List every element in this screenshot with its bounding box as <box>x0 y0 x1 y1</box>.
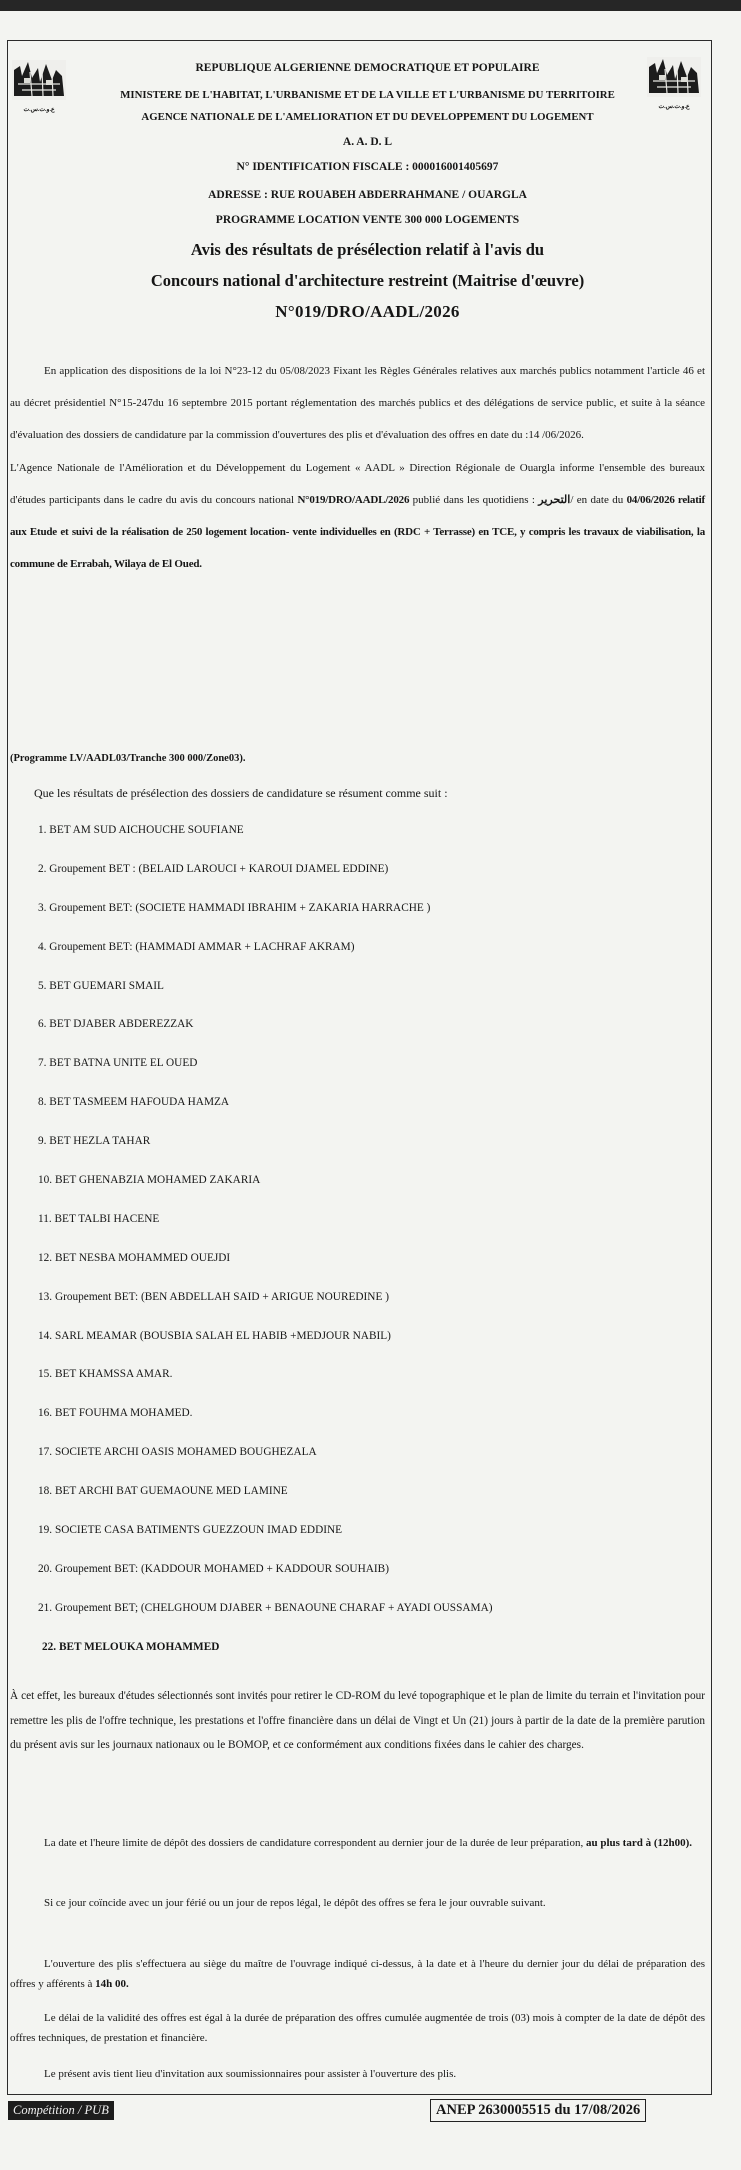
announcement-text-a: L'Agence Nationale de l'Amélioration et du Développement du Logement « AADL » Direction Régionale de Ouargla informe l'ensemble des bureaux d'études participants dans le cadre du avis du concours national <box>10 461 705 506</box>
intro-paragraph <box>10 355 705 580</box>
project-description: relatif aux Etude et suivi de la réalisation de 250 logement location- vente individuelles en (RDC + Terrasse) en TCE, y compris les travaux de viabilisation, la commune de Errabah, Wilaya de El Oued. <box>10 493 705 571</box>
list-item: 6. BET DJABER ABDEREZZAK <box>38 1018 194 1031</box>
opening-time: 14h 00. <box>95 1978 129 1990</box>
holiday-text: Si ce jour coïncide avec un jour férié ou un jour de repos légal, le dépôt des offres se fera le jour ouvrable suivant. <box>44 1897 546 1909</box>
notice-title-line1: Avis des résultats de présélection relatif à l'avis du <box>190 240 545 259</box>
category-label: Compétition / PUB <box>8 2101 114 2120</box>
deadline-paragraph <box>10 1833 705 1853</box>
notice-title-line2: Concours national d'architecture restreint (Maitrise d'œuvre) <box>150 271 585 290</box>
list-item: 15. BET KHAMSSA AMAR. <box>38 1368 173 1381</box>
list-item: 16. BET FOUHMA MOHAMED. <box>38 1407 193 1420</box>
list-item: 13. Groupement BET: (BEN ABDELLAH SAID + ARIGUE NOUREDINE ) <box>38 1290 389 1303</box>
validity-text: Le délai de la validité des offres est égal à la durée de préparation des offres cumulée augmentée de trois (03) mois à compter de la date de dépôt des offres techniques, de prestation et financière. <box>10 2012 705 2044</box>
list-item: 21. Groupement BET; (CHELGHOUM DJABER + BENAOUNE CHARAF + AYADI OUSSAMA) <box>38 1601 493 1614</box>
opening-text: L'ouverture des plis s'effectuera au siège du maître de l'ouvrage indiqué ci-dessus, à la date et à l'heure du dernier jour du délai de préparation des offres y afférents à <box>10 1958 705 1990</box>
list-item: 9. BET HEZLA TAHAR <box>38 1135 151 1148</box>
list-item: 10. BET GHENABZIA MOHAMED ZAKARIA <box>38 1174 261 1187</box>
list-item: 4. Groupement BET: (HAMMADI AMMAR + LACHRAF AKRAM) <box>38 940 355 953</box>
program-line: PROGRAMME LOCATION VENTE 300 000 LOGEMENTS <box>215 214 520 226</box>
agency-heading: AGENCE NATIONALE DE L'AMELIORATION ET DU DEVELOPPEMENT DU LOGEMENT <box>141 111 594 123</box>
publication-date: 04/06/2026 <box>626 493 675 506</box>
list-item: 19. SOCIETE CASA BATIMENTS GUEZZOUN IMAD EDDINE <box>38 1524 343 1537</box>
invitation-note-text: Le présent avis tient lieu d'invitation aux soumissionnaires pour assister à l'ouverture des plis. <box>44 2068 457 2080</box>
notice-reference: N°019/DRO/AADL/2026 <box>275 302 460 321</box>
republic-heading: REPUBLIQUE ALGERIENNE DEMOCRATIQUE ET POPULAIRE <box>195 62 540 74</box>
announcement-paragraph <box>10 452 705 581</box>
list-item: 20. Groupement BET: (KADDOUR MOHAMED + KADDOUR SOUHAIB) <box>38 1562 389 1575</box>
list-item: 12. BET NESBA MOHAMMED OUEJDI <box>38 1251 231 1264</box>
newspaper-name: التحرير <box>538 493 571 506</box>
list-item: 18. BET ARCHI BAT GUEMAOUNE MED LAMINE <box>38 1485 288 1498</box>
list-item: 7. BET BATNA UNITE EL OUED <box>38 1057 198 1070</box>
address-line: ADRESSE : RUE ROUABEH ABDERRAHMANE / OUARGLA <box>208 189 527 201</box>
logo-caption-right: ع.و.ت.س.ت <box>658 104 690 110</box>
opening-paragraph <box>10 1954 705 1994</box>
list-item: 1. BET AM SUD AICHOUCHE SOUFIANE <box>38 824 244 836</box>
legal-basis-paragraph: En application des dispositions de la loi N°23-12 du 05/08/2023 Fixant les Règles Générales relatives aux marchés publics notamment l'article 46 et au décret présidentiel N°15-247du 16 septembre 2015 portant réglementation des marchés publics et des délégations de service public, et suite à la séance d'évaluation des dossiers de candidature par la commission d'ouvertures des plis et d'évaluation des offres en date du :14 /06/2026. <box>10 365 705 442</box>
list-item: 11. BET TALBI HACENE <box>38 1212 160 1225</box>
announcement-text-c: / en date du <box>570 493 627 506</box>
list-item: 3. Groupement BET: (SOCIETE HAMMADI IBRAHIM + ZAKARIA HARRACHE ) <box>38 901 431 914</box>
list-item: 5. BET GUEMARI SMAIL <box>38 979 164 992</box>
candidate-list <box>38 822 492 1678</box>
validity-paragraph <box>10 2008 705 2048</box>
ministry-heading: MINISTERE DE L'HABITAT, L'URBANISME ET DE LA VILLE ET L'URBANISME DU TERRITOIRE <box>120 89 615 101</box>
scan-top-bar <box>0 0 741 11</box>
program-reference: (Programme LV/AADL03/Tranche 300 000/Zone03). <box>10 753 246 764</box>
agency-acronym: A. A. D. L <box>342 136 393 148</box>
deadline-time: au plus tard à (12h00). <box>585 1837 693 1849</box>
anep-reference: ANEP 2630005515 du 17/08/2026 <box>430 2099 646 2122</box>
invitation-paragraph: À cet effet, les bureaux d'études sélectionnés sont invités pour retirer le CD-ROM du levé topographique et le plan de limite du terrain et l'invitation pour remettre les plis de l'offre technique, les prestations et l'offre financière dans un délai de Vingt et Un (21) jours à partir de la date de la première parution du présent avis sur les journaux nationaux ou le BOMOP, et ce conformément aux conditions fixées dans le cahier des charges. <box>10 1690 705 1751</box>
results-lead: Que les résultats de présélection des dossiers de candidature se résument comme suit : <box>34 786 448 800</box>
holiday-paragraph <box>10 1893 705 1913</box>
list-item: 2. Groupement BET : (BELAID LAROUCI + KAROUI DJAMEL EDDINE) <box>38 862 389 875</box>
list-item: 14. SARL MEAMAR (BOUSBIA SALAH EL HABIB +MEDJOUR NABIL) <box>38 1329 391 1342</box>
deadline-text: La date et l'heure limite de dépôt des dossiers de candidature correspondent au dernier jour de la durée de leur préparation, <box>44 1837 586 1849</box>
invitation-note-paragraph <box>10 2064 705 2084</box>
announcement-reference: N°019/DRO/AADL/2026 <box>297 493 410 506</box>
list-item: 8. BET TASMEEM HAFOUDA HAMZA <box>38 1096 230 1109</box>
fiscal-id: N° IDENTIFICATION FISCALE : 000016001405697 <box>236 161 499 173</box>
announcement-text-b: publié dans les quotidiens : <box>409 493 539 506</box>
logo-caption-left: ع.و.ت.س.ت <box>23 107 55 113</box>
list-item: 22. BET MELOUKA MOHAMMED <box>42 1640 220 1653</box>
list-item: 17. SOCIETE ARCHI OASIS MOHAMED BOUGHEZALA <box>38 1446 317 1459</box>
